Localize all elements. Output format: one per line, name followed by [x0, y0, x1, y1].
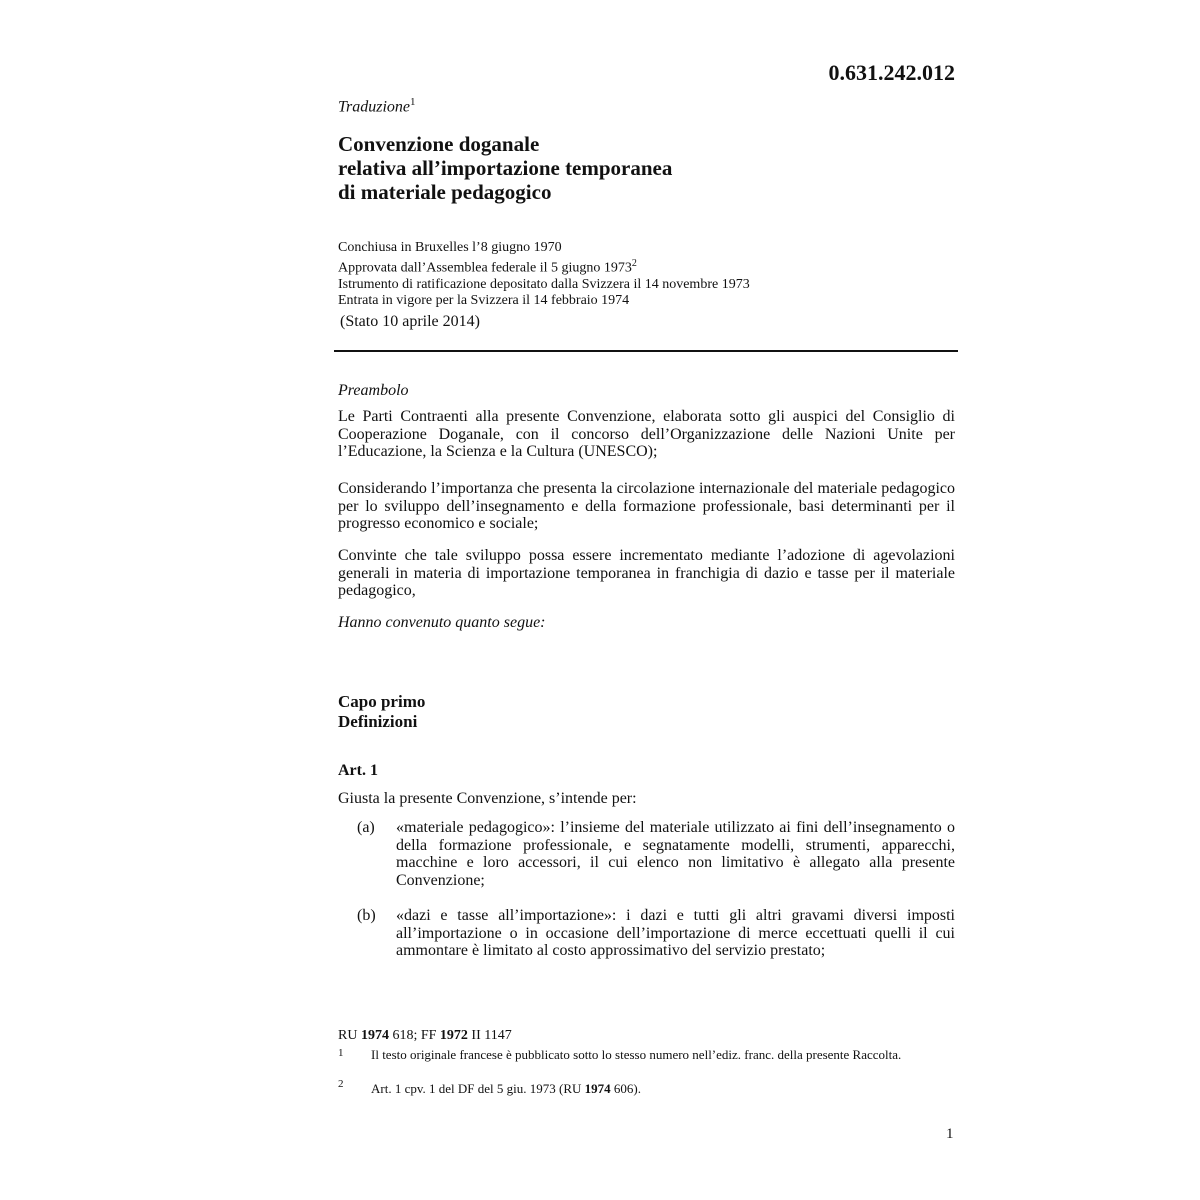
chapter-number: Capo primo: [338, 692, 426, 711]
document-metadata: [338, 240, 750, 309]
document-title: [338, 132, 672, 204]
title-line-1: Convenzione doganale: [338, 132, 540, 156]
list-item-text-b: «dazi e tasse all’importazione»: i dazi e tutti gli altri gravami diversi imposti all’importazione o in occasione dell’importazione di merce eccettuati quelli il cui ammontare è limitato al costo approssimativo del servizio prestato;: [396, 907, 955, 959]
chapter-title: Definizioni: [338, 712, 418, 731]
chapter-heading: [338, 692, 425, 732]
list-item-text-a: «materiale pedagogico»: l’insieme del materiale utilizzato ai fini dell’insegnamento o della formazione professionale, e segnatamente modelli, strumenti, apparecchi, macchine e loro accessori, il cui elenco non limitativo è allegato alla presente Convenzione;: [396, 819, 955, 889]
footnote-marker-1[interactable]: 1: [410, 96, 416, 108]
page-number: 1: [946, 1126, 954, 1142]
article-intro: Giusta la presente Convenzione, s’intende per:: [338, 790, 637, 807]
entry-into-force-date: Entrata in vigore per la Svizzera il 14 febbraio 1974: [338, 292, 630, 308]
footnote-text-2: Art. 1 cpv. 1 del DF del 5 giu. 1973 (RU 1974 606).: [371, 1081, 641, 1096]
official-reference: RU 1974 618; FF 1972 II 1147: [338, 1028, 512, 1043]
translation-text: Traduzione: [338, 98, 411, 116]
header-divider: [334, 350, 958, 352]
preamble-paragraph-3: Convinte che tale sviluppo possa essere incrementato mediante l’adozione di agevolazioni generali in materia di importazione temporanea in franchigia di dazio e tasse per il materiale pedagogico,: [338, 547, 955, 599]
preamble-paragraph-1: Le Parti Contraenti alla presente Convenzione, elaborata sotto gli auspici del Consiglio di Cooperazione Doganale, con il concorso dell’Organizzazione delle Nazioni Unite per l’Educazione, la Scienza e la Cultura (UNESCO);: [338, 408, 955, 460]
article-title: Art. 1: [338, 762, 378, 779]
translation-label: [338, 96, 416, 116]
title-line-3: di materiale pedagogico: [338, 180, 552, 204]
status-date: (Stato 10 aprile 2014): [340, 313, 480, 330]
title-line-2: relativa all’importazione temporanea: [338, 156, 673, 180]
ratification-date: Istrumento di ratificazione depositato dalla Svizzera il 14 novembre 1973: [338, 276, 750, 292]
document-number: 0.631.242.012: [828, 60, 955, 85]
concluded-date: Conchiusa in Bruxelles l’8 giugno 1970: [338, 240, 562, 255]
preamble-closing: Hanno convenuto quanto segue:: [338, 614, 546, 631]
footnote-number-1: 1: [338, 1047, 344, 1059]
list-item-letter-a: (a): [357, 819, 375, 836]
footnote-number-2: 2: [338, 1078, 344, 1090]
footnote-text-1: Il testo originale francese è pubblicato sotto lo stesso numero nell’ediz. franc. della presente Raccolta.: [371, 1047, 902, 1062]
list-item-letter-b: (b): [357, 907, 376, 924]
approved-date: Approvata dall’Assemblea federale il 5 giugno 1973$^2$: [338, 258, 637, 276]
preamble-heading: Preambolo: [338, 382, 409, 399]
preamble-paragraph-2: Considerando l’importanza che presenta la circolazione internazionale del materiale pedagogico per lo sviluppo dell’insegnamento e della formazione professionale, basi determinanti per il progresso economico e sociale;: [338, 480, 955, 532]
footnote-marker-2[interactable]: 2: [631, 258, 637, 269]
